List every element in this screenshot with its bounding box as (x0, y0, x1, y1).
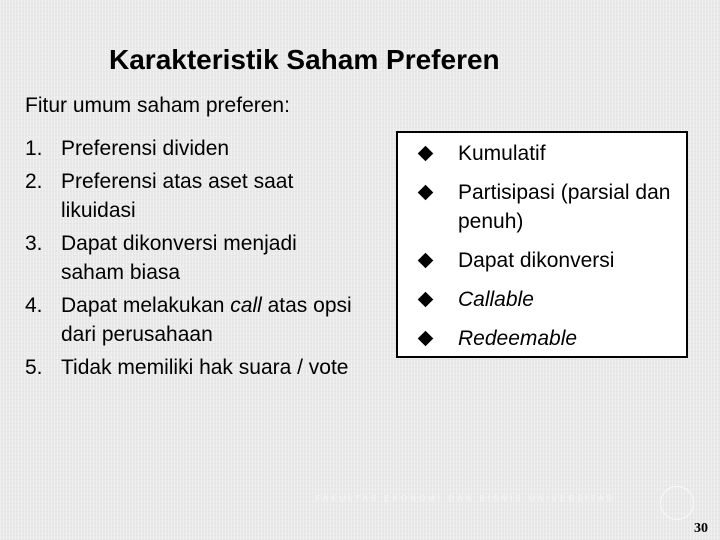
list-item (416, 324, 676, 353)
slide-subtitle: Fitur umum saham preferen: (25, 94, 290, 117)
list-item-text-em: call (230, 294, 262, 317)
page-number: 30 (694, 521, 708, 536)
slide-title: Karakteristik Saham Preferen (109, 44, 500, 75)
list-item (416, 246, 676, 275)
list-item-text: Dapat dikonversi (458, 249, 615, 272)
list-item-text: Preferensi atas aset saat likuidasi (61, 170, 294, 222)
list-item (25, 291, 365, 349)
university-logo-icon (660, 486, 694, 520)
diamond-bullet-icon (418, 146, 434, 162)
list-item-text-post: atas opsi dari perusahaan (61, 294, 352, 346)
feature-types-box (396, 131, 688, 358)
list-item-number: 5. (25, 356, 43, 379)
list-item-number: 4. (25, 294, 43, 317)
list-item (416, 139, 676, 168)
list-item (25, 134, 365, 163)
list-item-text: Tidak memiliki hak suara / vote (61, 356, 349, 379)
list-item (416, 178, 676, 236)
list-item-number: 2. (25, 170, 43, 193)
list-item-text: Preferensi dividen (61, 137, 230, 160)
footer-watermark-text: FAKULTAS EKONOMI DAN BISNIS UNIVERSITAS (315, 494, 615, 503)
list-item (25, 229, 365, 287)
diamond-bullet-icon (418, 331, 434, 347)
list-item-text-pre: Dapat melakukan (61, 294, 231, 317)
list-item-text: Dapat dikonversi menjadi saham biasa (61, 232, 297, 284)
list-item (25, 353, 365, 382)
diamond-bullet-icon (418, 185, 434, 201)
list-item-text: Partisipasi (parsial dan penuh) (458, 181, 671, 233)
feature-list (25, 134, 365, 386)
list-item-number: 1. (25, 137, 43, 160)
list-item (25, 167, 365, 225)
list-item-text: Redeemable (458, 327, 578, 350)
list-item (416, 285, 676, 314)
feature-types-list (416, 139, 676, 363)
diamond-bullet-icon (418, 253, 434, 269)
list-item-text: Kumulatif (458, 142, 546, 165)
list-item-text: Callable (458, 288, 534, 311)
diamond-bullet-icon (418, 292, 434, 308)
list-item-number: 3. (25, 232, 43, 255)
